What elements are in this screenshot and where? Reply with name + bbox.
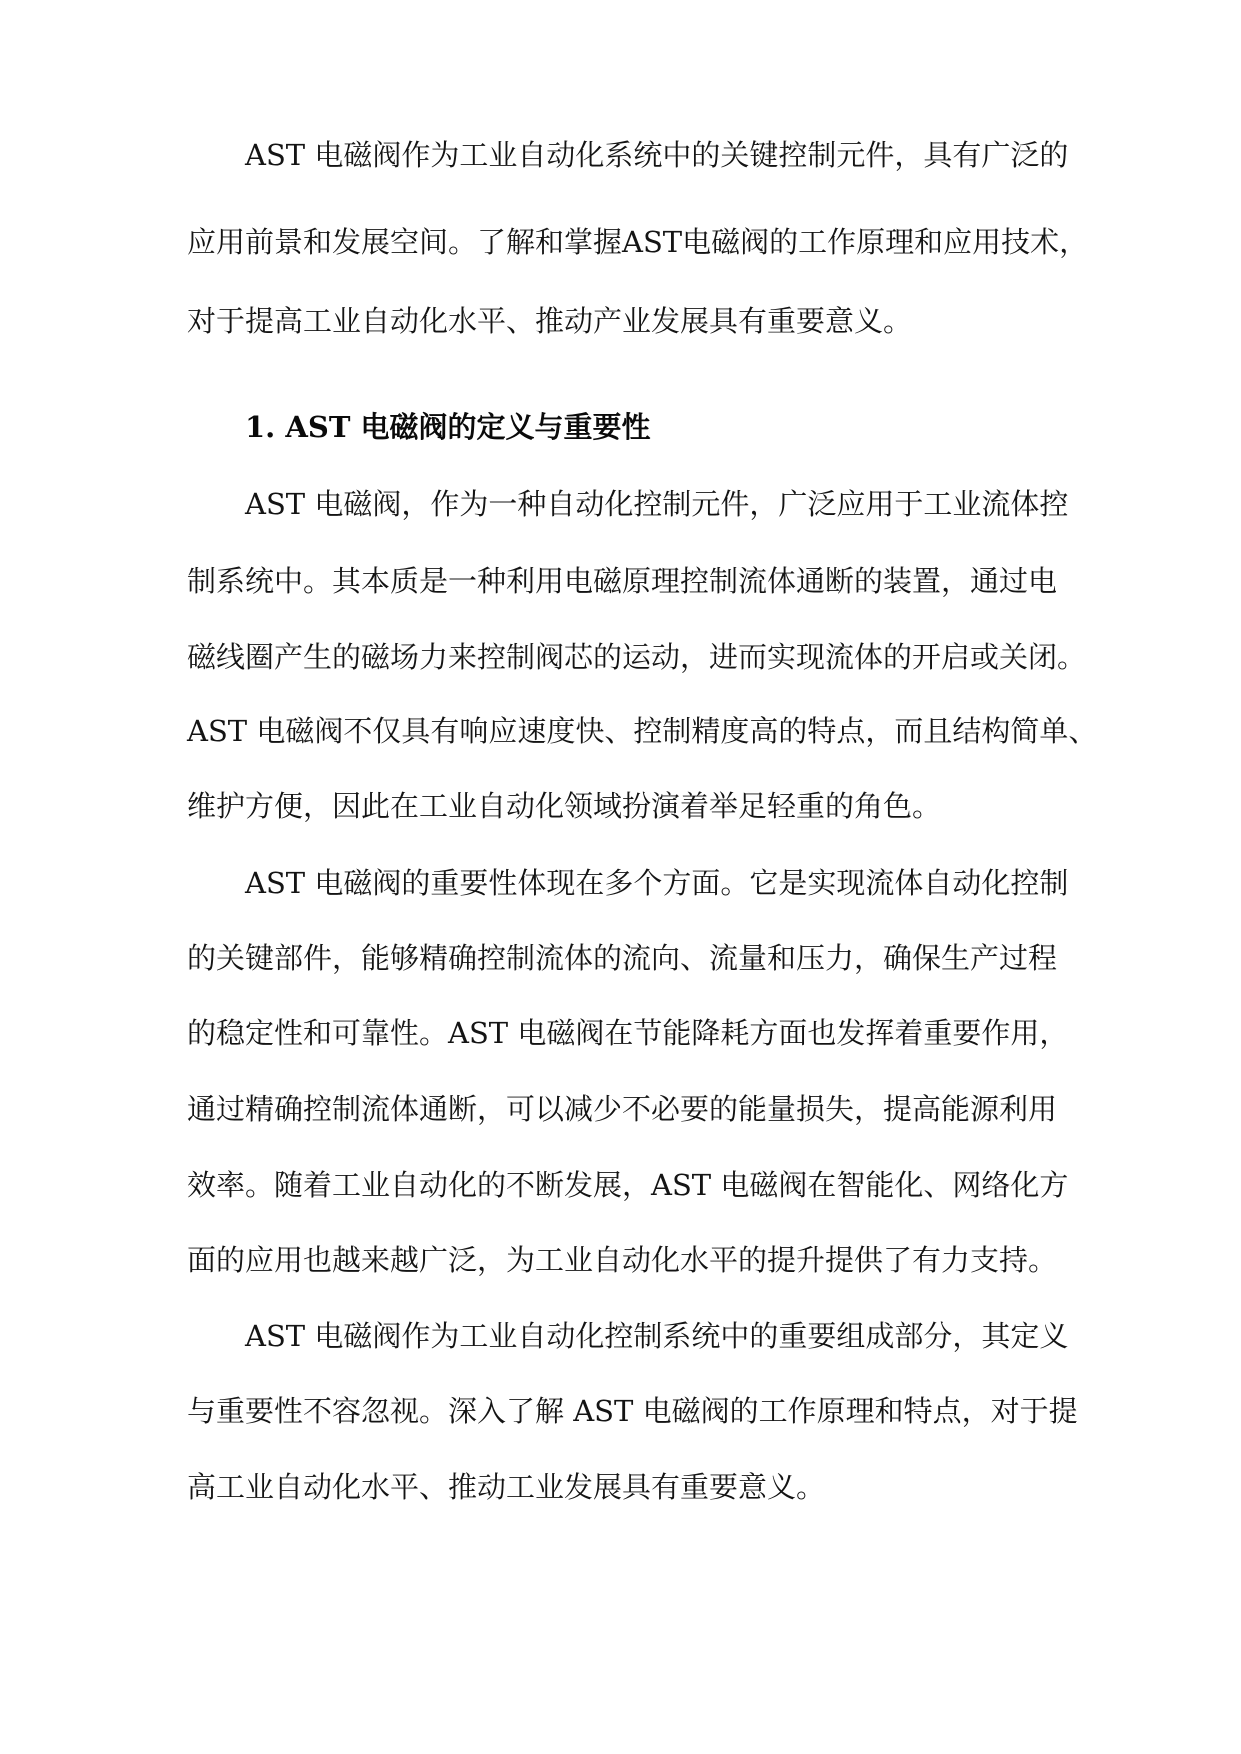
- paragraph-3-line-3: 的稳定性和可靠性。AST 电磁阀在节能降耗方面也发挥着重要作用，: [187, 1016, 1069, 1050]
- paragraph-4-line-2: 与重要性不容忽视。深入了解 AST 电磁阀的工作原理和特点，对于提: [187, 1394, 1078, 1428]
- paragraph-1-line-1: AST 电磁阀作为工业自动化系统中的关键控制元件，具有广泛的: [245, 138, 1069, 172]
- paragraph-1-line-2: 应用前景和发展空间。了解和掌握AST电磁阀的工作原理和应用技术，: [187, 225, 1089, 259]
- paragraph-3-line-6: 面的应用也越来越广泛，为工业自动化水平的提升提供了有力支持。: [187, 1243, 1058, 1277]
- paragraph-2-line-4: AST 电磁阀不仅具有响应速度快、控制精度高的特点，而且结构简单、: [187, 714, 1098, 748]
- paragraph-3-line-1: AST 电磁阀的重要性体现在多个方面。它是实现流体自动化控制: [245, 866, 1069, 900]
- paragraph-3-line-2: 的关键部件，能够精确控制流体的流向、流量和压力，确保生产过程: [187, 941, 1058, 975]
- paragraph-3-line-5: 效率。随着工业自动化的不断发展，AST 电磁阀在智能化、网络化方: [187, 1168, 1069, 1202]
- paragraph-2-line-5: 维护方便，因此在工业自动化领域扮演着举足轻重的角色。: [187, 789, 942, 823]
- paragraph-2-line-1: AST 电磁阀，作为一种自动化控制元件，广泛应用于工业流体控: [245, 487, 1069, 521]
- paragraph-2-line-2: 制系统中。其本质是一种利用电磁原理控制流体通断的装置，通过电: [187, 564, 1058, 598]
- section-heading: 1. AST 电磁阀的定义与重要性: [245, 410, 651, 444]
- paragraph-2-line-3: 磁线圈产生的磁场力来控制阀芯的运动，进而实现流体的开启或关闭。: [187, 640, 1087, 674]
- paragraph-4-line-3: 高工业自动化水平、推动工业发展具有重要意义。: [187, 1470, 826, 1504]
- paragraph-4-line-1: AST 电磁阀作为工业自动化控制系统中的重要组成部分，其定义: [245, 1319, 1069, 1353]
- paragraph-3-line-4: 通过精确控制流体通断，可以减少不必要的能量损失，提高能源利用: [187, 1092, 1058, 1126]
- paragraph-1-line-3: 对于提高工业自动化水平、推动产业发展具有重要意义。: [187, 304, 913, 338]
